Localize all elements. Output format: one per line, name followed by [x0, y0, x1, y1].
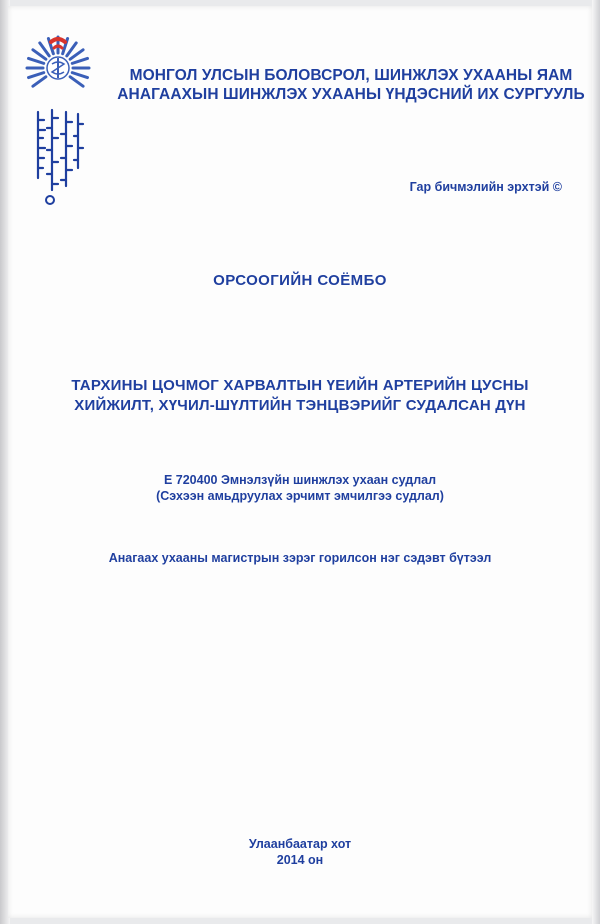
- specialty-code: [0, 472, 600, 504]
- thesis-title-line-1: ТАРХИНЫ ЦОЧМОГ ХАРВАЛТЫН ҮЕИЙН АРТЕРИЙН ЦУСНЫ: [71, 377, 529, 394]
- thesis-title: [0, 376, 600, 416]
- place-and-year: [0, 836, 600, 868]
- specialty-line-2: (Сэхээн амьдруулах эрчимт эмчилгээ судлал): [156, 489, 444, 503]
- city: Улаанбаатар хот: [248, 837, 352, 851]
- specialty-line-1: Е 720400 Эмнэлзүйн шинжлэх ухаан судлал: [163, 473, 437, 487]
- ministry-line-1: МОНГОЛ УЛСЫН БОЛОВСРОЛ, ШИНЖЛЭХ УХААНЫ ЯАМ: [129, 67, 573, 84]
- mongolian-script-icon: [30, 108, 86, 208]
- cover-right-edge: [592, 0, 600, 924]
- ministry-line-2: АНАГААХЫН ШИНЖЛЭХ УХААНЫ ҮНДЭСНИЙ ИХ СУРГУУЛЬ: [117, 86, 585, 103]
- cover-page: [8, 6, 592, 918]
- thesis-title-line-2: ХИЙЖИЛТ, ХҮЧИЛ-ШҮЛТИЙН ТЭНЦВЭРИЙГ СУДАЛСАН ДҮН: [74, 397, 526, 414]
- ministry-header: [116, 66, 586, 104]
- year: 2014 он: [276, 853, 324, 867]
- degree-note: Анагаах ухааны магистрын зэрэг горилсон нэг сэдэвт бүтээл: [108, 551, 492, 565]
- university-emblem-icon: [24, 34, 92, 102]
- copyright-note: Гар бичмэлийн эрхтэй ©: [409, 180, 562, 194]
- author-name: ОРСООГИЙН СОЁМБО: [213, 272, 387, 289]
